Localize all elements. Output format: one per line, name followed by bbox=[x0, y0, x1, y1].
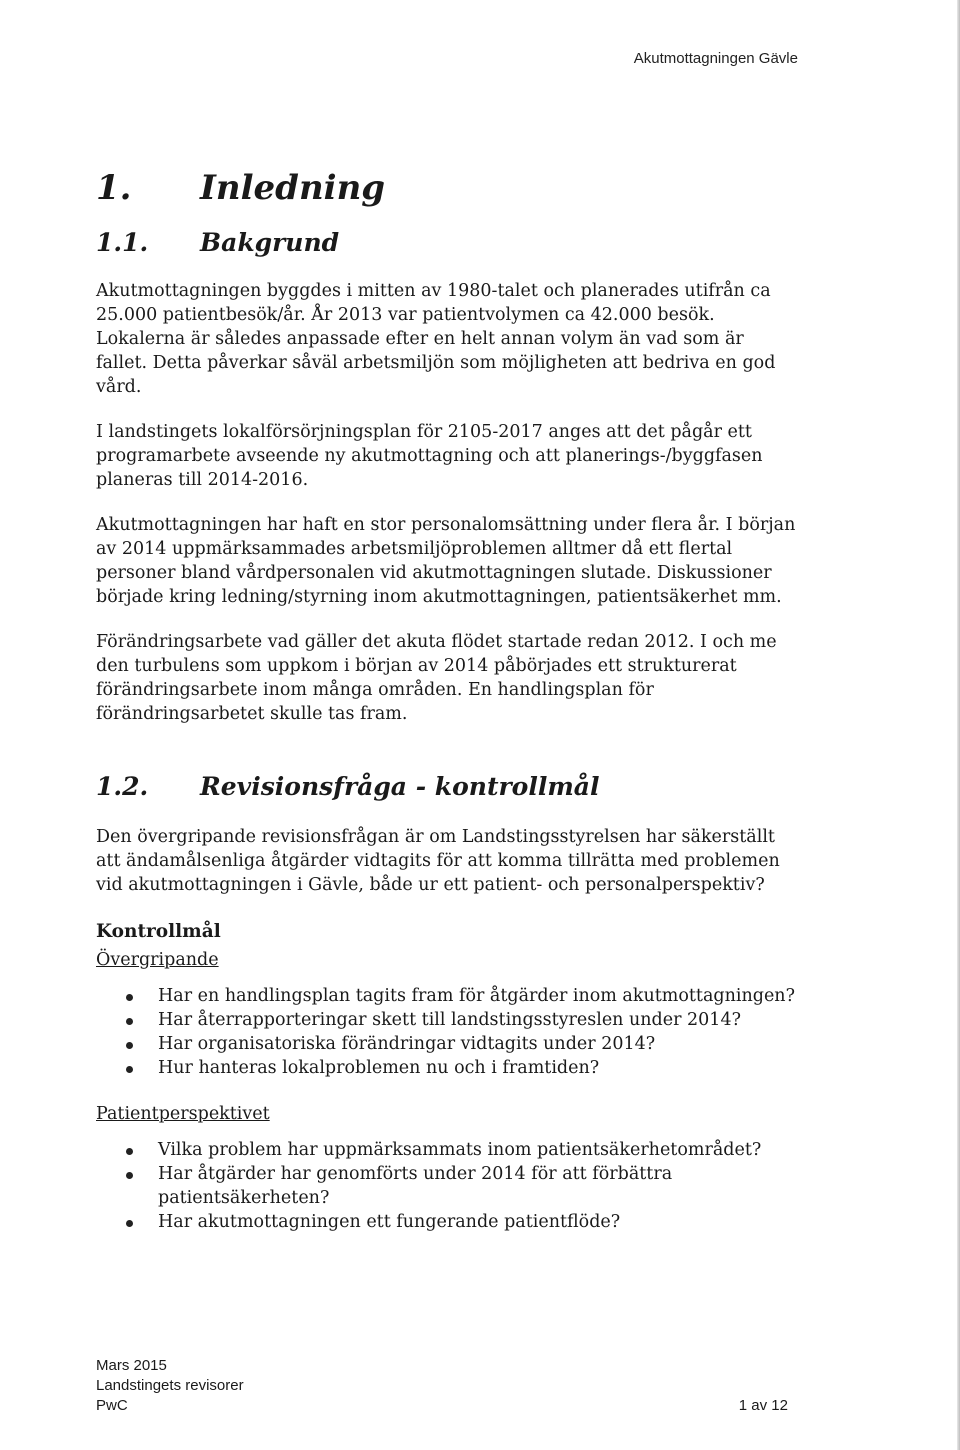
section-title: Bakgrund bbox=[200, 228, 340, 257]
list-item-text: Har akutmottagningen ett fungerande patientflöde? bbox=[158, 1212, 621, 1232]
list-item-text: Har återrapporteringar skett till landstingsstyreslen under 2014? bbox=[158, 1010, 741, 1030]
bullet-icon bbox=[126, 1018, 133, 1025]
page-footer bbox=[96, 1356, 788, 1416]
bullet-icon bbox=[126, 1220, 133, 1227]
patient-subheading: Patientperspektivet bbox=[96, 1104, 270, 1124]
footer-row bbox=[96, 1396, 788, 1416]
section-number: 1. bbox=[96, 168, 132, 208]
list-item-text: Vilka problem har uppmärksammats inom patientsäkerhetområdet? bbox=[158, 1140, 762, 1160]
bullet-icon bbox=[126, 1066, 133, 1073]
section-number: 1.2. bbox=[96, 772, 149, 801]
overall-subheading: Övergripande bbox=[96, 950, 219, 970]
list-item bbox=[96, 1008, 796, 1032]
bullet-icon bbox=[126, 1148, 133, 1155]
list-item bbox=[96, 1210, 796, 1234]
section-heading-background bbox=[96, 228, 796, 257]
control-objectives-heading: Kontrollmål bbox=[96, 921, 221, 942]
section-heading-audit-question bbox=[96, 772, 796, 801]
bullet-icon bbox=[126, 994, 133, 1001]
paragraph: Den övergripande revisionsfrågan är om Landstingsstyrelsen har säkerställt att ändamålsenliga åtgärder vidtagits för att komma tillrätta med problemen vid akutmottagningen i Gävle, både ur ett patient- och personalperspektiv? bbox=[96, 827, 780, 895]
list-item bbox=[96, 1138, 796, 1162]
footer-date: Mars 2015 bbox=[96, 1357, 167, 1374]
patient-list bbox=[96, 1138, 796, 1234]
list-item-text: Har organisatoriska förändringar vidtagits under 2014? bbox=[158, 1034, 656, 1054]
section-number: 1.1. bbox=[96, 228, 149, 257]
section-title: Revisionsfråga - kontrollmål bbox=[200, 772, 600, 801]
bullet-icon bbox=[126, 1042, 133, 1049]
bullet-icon bbox=[126, 1172, 133, 1179]
list-item-text: Har en handlingsplan tagits fram för åtgärder inom akutmottagningen? bbox=[158, 986, 795, 1006]
page-number: 1 av 12 bbox=[738, 1397, 788, 1414]
page-header: Akutmottagningen Gävle bbox=[633, 50, 798, 67]
list-item-text: Har åtgärder har genomförts under 2014 för att förbättra patientsäkerheten? bbox=[158, 1164, 673, 1208]
footer-author: Landstingets revisorer bbox=[96, 1377, 244, 1394]
paragraph: I landstingets lokalförsörjningsplan för 2105-2017 anges att det pågår ett programarbete avseende ny akutmottagning och att planerings-/byggfasen planeras till 2014-2016. bbox=[96, 422, 763, 490]
list-item-text: Hur hanteras lokalproblemen nu och i framtiden? bbox=[158, 1058, 600, 1078]
list-item bbox=[96, 1056, 796, 1080]
list-item bbox=[96, 984, 796, 1008]
list-item bbox=[96, 1162, 796, 1210]
overall-list bbox=[96, 984, 796, 1080]
paragraph: Förändringsarbete vad gäller det akuta flödet startade redan 2012. I och me den turbulens som uppkom i början av 2014 påbörjades ett strukturerat förändringsarbete inom många områden. En handlingsplan för förändringsarbetet skulle tas fram. bbox=[96, 632, 777, 724]
paragraph: Akutmottagningen har haft en stor personalomsättning under flera år. I början av 2014 uppmärksammades arbetsmiljöproblemen alltmer då ett flertal personer bland vårdpersonalen vid akutmottagningen slutade. Diskussioner började kring ledning/styrning inom akutmottagningen, patientsäkerhet mm. bbox=[96, 515, 796, 607]
list-item bbox=[96, 1032, 796, 1056]
section-heading-intro bbox=[96, 168, 796, 220]
footer-firm: PwC bbox=[96, 1397, 128, 1414]
paragraph: Akutmottagningen byggdes i mitten av 1980-talet och planerades utifrån ca 25.000 patientbesök/år. År 2013 var patientvolymen ca 42.000 besök. Lokalerna är således anpassade efter en helt annan volym än vad som är fallet. Detta påverkar såväl arbetsmiljön som möjligheten att bedriva en god vård. bbox=[96, 281, 776, 397]
section-title: Inledning bbox=[200, 168, 386, 208]
document-body bbox=[96, 168, 796, 1234]
